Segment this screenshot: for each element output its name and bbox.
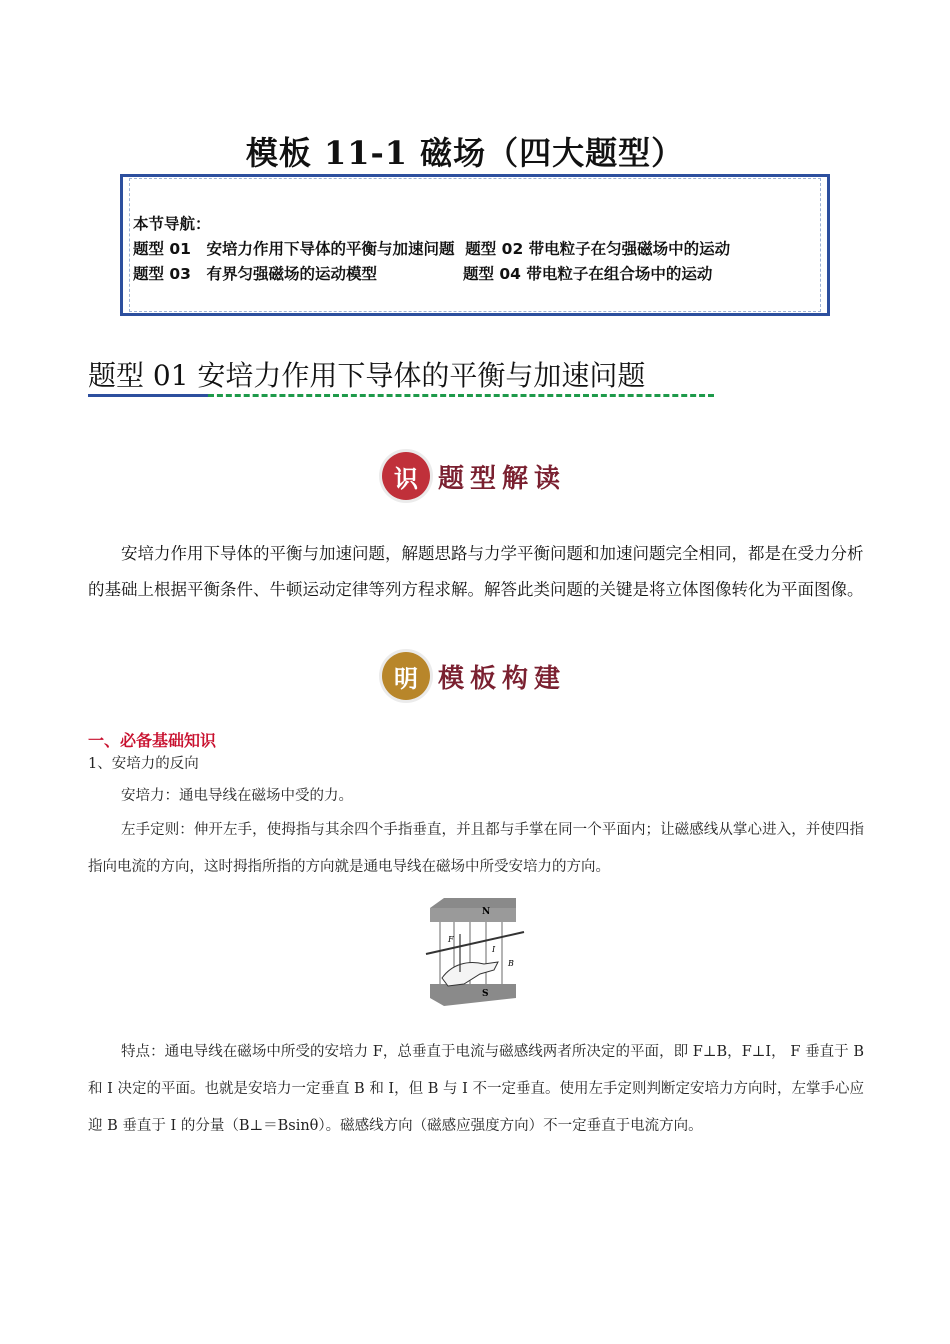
section-underline-solid — [88, 394, 208, 397]
nav-box-bottom-border — [120, 313, 830, 316]
knowledge-item-1: 1、安培力的反向 — [88, 756, 199, 772]
nav-item-04[interactable]: 题型 04 带电粒子在组合场中的运动 — [463, 265, 713, 283]
badge-build-char: 明 — [394, 663, 418, 693]
magnet-n-pole — [430, 908, 516, 922]
magnet-s-pole — [430, 984, 516, 1006]
badge-build — [382, 652, 566, 700]
section-title: 题型 01 安培力作用下导体的平衡与加速问题 — [88, 359, 646, 392]
label-f: F — [448, 935, 454, 944]
nav-item-02[interactable]: 题型 02 带电粒子在匀强磁场中的运动 — [465, 240, 731, 258]
feature-text: 特点：通电导线在磁场中所受的安培力 F，总垂直于电流与磁感线两者所决定的平面，即 F⊥B，F⊥I， F 垂直于 B 和 I 决定的平面。也就是安培力一定垂直 B 和 I，但 B 与 I 不一定垂直。使用左手定则判断定安培力方向时，左掌手心应迎 B 垂直于 I 的分量（B⊥＝Bsinθ）。磁感线方向（磁感应强度方向）不一定垂直于电流方向。 — [88, 1044, 864, 1134]
feature-block — [88, 1034, 864, 1145]
nav-heading: 本节导航： — [133, 215, 211, 233]
badge-interpret-label: 题型解读 — [438, 463, 567, 494]
badge-interpret-char: 识 — [394, 463, 418, 493]
left-hand-rule-text: 左手定则：伸开左手，使拇指与其余四个手指垂直，并且都与手掌在同一个平面内；让磁感线从掌心进入，并使四指指向电流的方向，这时拇指所指的方向就是通电导线在磁场中所受安培力的方向。 — [88, 822, 864, 875]
badge-interpret-circle — [382, 452, 430, 500]
nav-item-01[interactable]: 题型 01 安培力作用下导体的平衡与加速问题 — [133, 240, 455, 258]
nav-content — [133, 212, 730, 287]
left-hand-rule-figure — [424, 894, 528, 1006]
left-hand-rule-block — [88, 812, 864, 886]
section-navigation-box — [120, 174, 830, 316]
label-b: B — [508, 959, 514, 968]
badge-interpret — [382, 452, 566, 500]
knowledge-heading: 一、必备基础知识 — [88, 731, 217, 750]
current-wire — [426, 932, 524, 954]
intro-paragraph — [88, 536, 864, 608]
nav-box-top-border — [120, 174, 830, 177]
nav-item-03[interactable]: 题型 03 有界匀强磁场的运动模型 — [133, 265, 377, 283]
badge-build-circle — [382, 652, 430, 700]
label-i: I — [492, 945, 496, 954]
label-n: N — [482, 907, 491, 917]
nav-row-1 — [133, 237, 730, 262]
intro-text: 安培力作用下导体的平衡与加速问题，解题思路与力学平衡问题和加速问题完全相同，都是在受力分析的基础上根据平衡条件、牛顿运动定律等列方程求解。解答此类问题的关键是将立体图像转化为平面图像。 — [88, 544, 864, 599]
label-s: S — [482, 989, 489, 999]
definition-text: 安培力：通电导线在磁场中受的力。 — [121, 788, 353, 804]
definition-block — [88, 778, 864, 815]
page-title: 模板 11-1 磁场（四大题型） — [245, 134, 685, 172]
nav-row-2 — [133, 262, 730, 287]
section-underline-dashed — [208, 394, 714, 397]
badge-build-label: 模板构建 — [438, 663, 567, 694]
